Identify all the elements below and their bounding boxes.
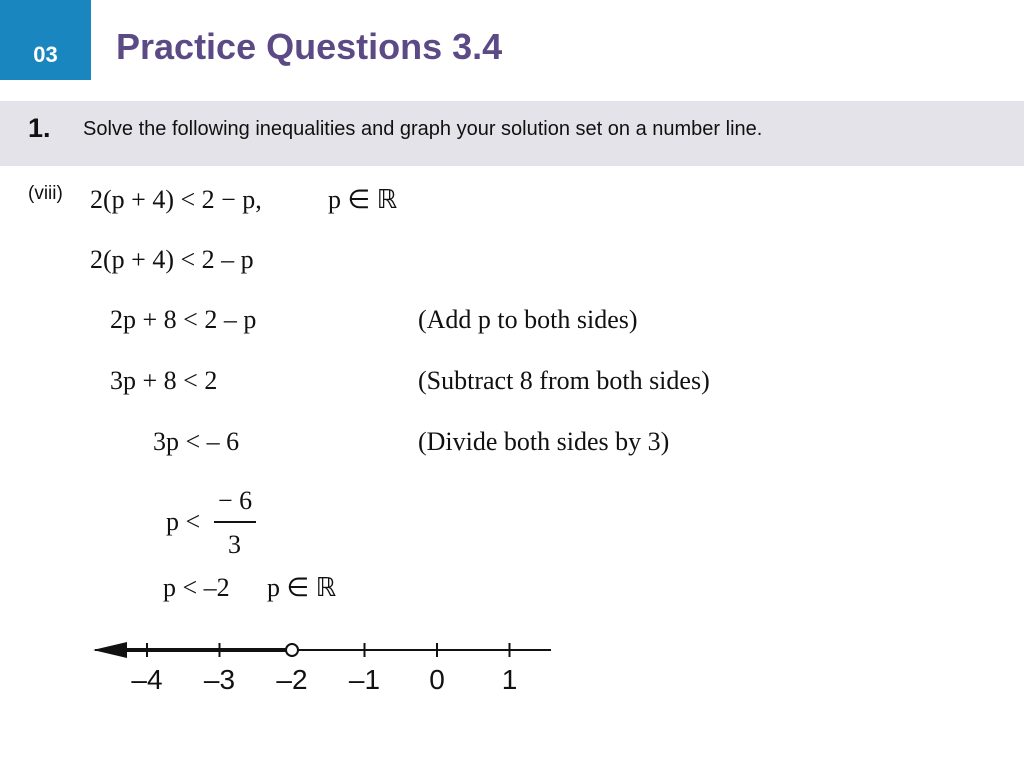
fraction-lhs: p <	[166, 507, 201, 536]
step-expression-3: 3p + 8 < 2	[110, 366, 218, 395]
tick-label: 1	[501, 664, 518, 695]
chapter-number-badge	[0, 0, 91, 80]
chapter-number: 03	[33, 42, 58, 67]
step-expression-4: 3p < – 6	[153, 427, 240, 456]
part-label: (viii)	[28, 183, 63, 204]
page-title: Practice Questions 3.4	[116, 26, 503, 67]
tick-label: –2	[276, 664, 308, 695]
final-answer: p < –2	[163, 573, 230, 602]
step-reason-3: (Subtract 8 from both sides)	[418, 366, 710, 395]
solution-arrowhead	[93, 642, 127, 658]
question-text: Solve the following inequalities and graph your solution set on a number line.	[83, 118, 763, 140]
problem-statement: 2(p + 4) < 2 − p,	[90, 185, 262, 214]
step-reason-2: (Add p to both sides)	[418, 305, 638, 334]
tick-label: 0	[429, 664, 445, 695]
step-expression-1: 2(p + 4) < 2 – p	[90, 245, 254, 274]
fraction-bar	[214, 521, 256, 523]
fraction-numerator: − 6	[218, 486, 253, 515]
number-line	[85, 625, 565, 705]
problem-domain: p ∈ ℝ	[328, 185, 398, 214]
open-circle-marker	[286, 644, 298, 656]
step-expression-2: 2p + 8 < 2 – p	[110, 305, 257, 334]
final-domain: p ∈ ℝ	[267, 573, 337, 602]
fraction-denominator: 3	[228, 530, 241, 559]
tick-label: –3	[203, 664, 236, 695]
tick-label: –1	[348, 664, 381, 695]
step-reason-4: (Divide both sides by 3)	[418, 427, 670, 456]
tick-label: –4	[131, 664, 163, 695]
question-number: 1.	[28, 113, 51, 143]
